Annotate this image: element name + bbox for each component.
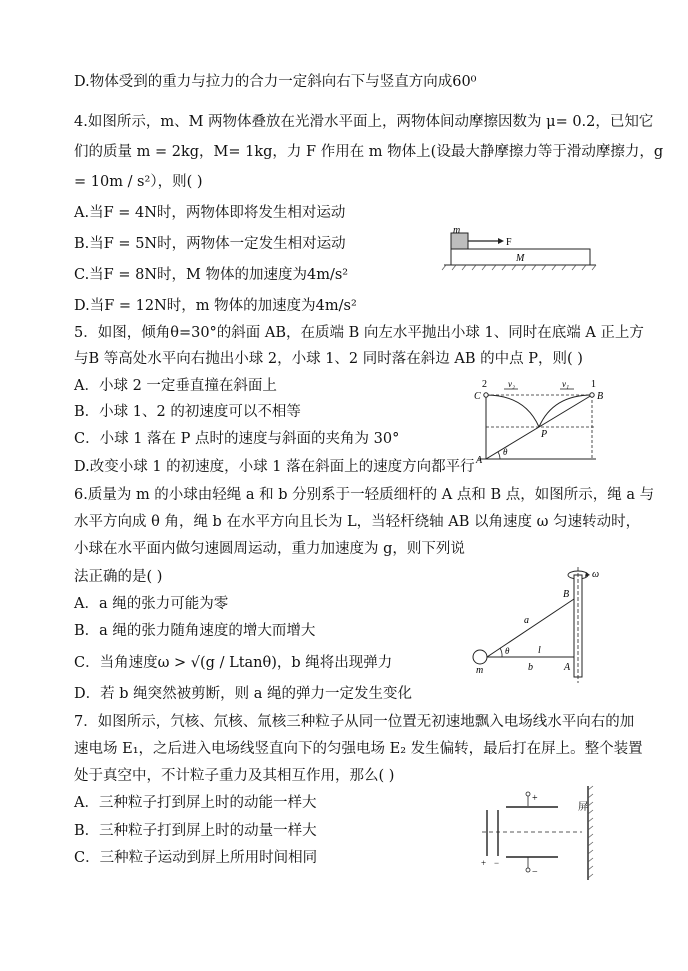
label-B: B [563, 589, 570, 600]
q7-option-b: B．三种粒子打到屏上时的动量一样大 [74, 823, 317, 839]
force-arrow-head [498, 238, 504, 244]
q4-option-b: B.当F = 5N时，两物体一定发生相对运动 [74, 236, 346, 252]
label-theta: θ [503, 447, 508, 457]
label-v1: v₁ [562, 379, 570, 389]
q6-stem-1: 6.质量为 m 的小球由轻绳 a 和 b 分别系于一轻质细杆的 A 点和 B 点，如图所示，绳 a 与 [74, 487, 655, 503]
q5-option-a: A．小球 2 一定垂直撞在斜面上 [74, 378, 277, 394]
q5-option-c: C．小球 1 落在 P 点时的速度与斜面的夹角为 30° [74, 431, 400, 447]
label-F: F [506, 237, 512, 248]
label-omega: ω [592, 569, 600, 580]
q5-stem-1: 5．如图，倾角θ=30°的斜面 AB，在质端 B 向左水平抛出小球 1、同时在底端 A 正上方 [74, 325, 644, 341]
q7-stem-2: 速电场 E₁，之后进入电场线竖直向下的匀强电场 E₂ 发生偏转，最后打在屏上。整个装置 [74, 741, 643, 757]
plate-top-terminal [526, 792, 530, 796]
label-m: m [453, 225, 461, 236]
label-screen: 屏 [578, 802, 588, 813]
q3-option-d: D.物体受到的重力与拉力的合力一定斜向右下与竖直方向成60⁰ [74, 74, 477, 90]
q4-option-a: A.当F = 4N时，两物体即将发生相对运动 [74, 205, 346, 221]
label-A: A [476, 455, 483, 466]
q6-stem-4: 法正确的是( ) [74, 569, 163, 585]
q4-stem-3: = 10m / s²），则( ) [74, 174, 203, 190]
rotating-rod-figure [468, 565, 608, 685]
q5-option-b: B．小球 1、2 的初速度可以不相等 [74, 404, 301, 420]
q4-stem-1: 4.如图所示，m、M 两物体叠放在光滑水平面上，两物体间动摩擦因数为 μ= 0.2，已知它 [74, 114, 654, 130]
label-b: b [528, 662, 533, 673]
q4-option-d: D.当F = 12N时，m 物体的加速度为4m/s² [74, 298, 357, 314]
label-m: m [476, 665, 484, 676]
q7-stem-3: 处于真空中，不计粒子重力及其相互作用，那么( ) [74, 768, 395, 784]
label-minus-bottom: − [532, 867, 538, 878]
label-v2: v₂ [508, 379, 516, 389]
q5-stem-2: 与B 等高处水平向右抛出小球 2，小球 1、2 同时落在斜边 AB 的中点 P，则( ) [74, 351, 583, 367]
ball-2 [484, 393, 488, 397]
q6-option-c: C．当角速度ω > √(g / Ltanθ)，b 绳将出现弹力 [74, 655, 393, 671]
label-plus-left: + [481, 858, 487, 868]
label-l: l [538, 645, 541, 656]
label-B: B [597, 391, 604, 402]
label-A: A [564, 662, 571, 673]
q6-option-d: D．若 b 绳突然被剪断，则 a 绳的弹力一定发生变化 [74, 686, 412, 702]
label-theta: θ [505, 646, 510, 656]
label-2: 2 [482, 379, 487, 390]
trajectory-2 [486, 395, 539, 427]
q4-stem-2: 们的质量 m = 2kg，M= 1kg，力 F 作用在 m 物体上(设最大静摩擦力等于滑动摩擦力，g [74, 144, 664, 160]
ball-m [473, 650, 487, 664]
angle-arc [498, 452, 500, 459]
label-minus-left: − [494, 858, 500, 868]
plate-bottom-terminal [526, 868, 530, 872]
label-a: a [524, 615, 529, 626]
q6-stem-2: 水平方向成 θ 角，绳 b 在水平方向且长为 L，当轻杆绕轴 AB 以角速度 ω 匀速转动时， [74, 514, 641, 530]
theta-arc [500, 648, 502, 657]
q7-stem-1: 7．如图所示，氕核、氘核、氚核三种粒子从同一位置无初速地飘入电场线水平向右的加 [74, 714, 635, 730]
label-plus-top: + [532, 793, 538, 804]
label-C: C [474, 391, 481, 402]
incline-projectile-figure [470, 375, 610, 467]
label-P: P [541, 429, 548, 440]
q6-option-a: A．a 绳的张力可能为零 [74, 596, 229, 612]
q6-option-b: B．a 绳的张力随角速度的增大而增大 [74, 623, 316, 639]
q7-option-c: C．三种粒子运动到屏上所用时间相同 [74, 850, 318, 866]
q4-option-c: C.当F = 8N时，M 物体的加速度为4m/s² [74, 267, 349, 283]
q6-stem-3: 小球在水平面内做匀速圆周运动，重力加速度为 g，则下列说 [74, 541, 465, 557]
stacked-blocks-figure [440, 225, 600, 275]
ball-1 [590, 393, 594, 397]
q7-option-a: A．三种粒子打到屏上时的动能一样大 [74, 795, 317, 811]
electric-field-figure [478, 782, 604, 882]
q5-option-d: D.改变小球 1 的初速度，小球 1 落在斜面上的速度方向都平行 [74, 459, 475, 475]
label-1: 1 [591, 379, 596, 390]
vertical-rod [574, 575, 582, 677]
label-M: M [516, 253, 525, 264]
